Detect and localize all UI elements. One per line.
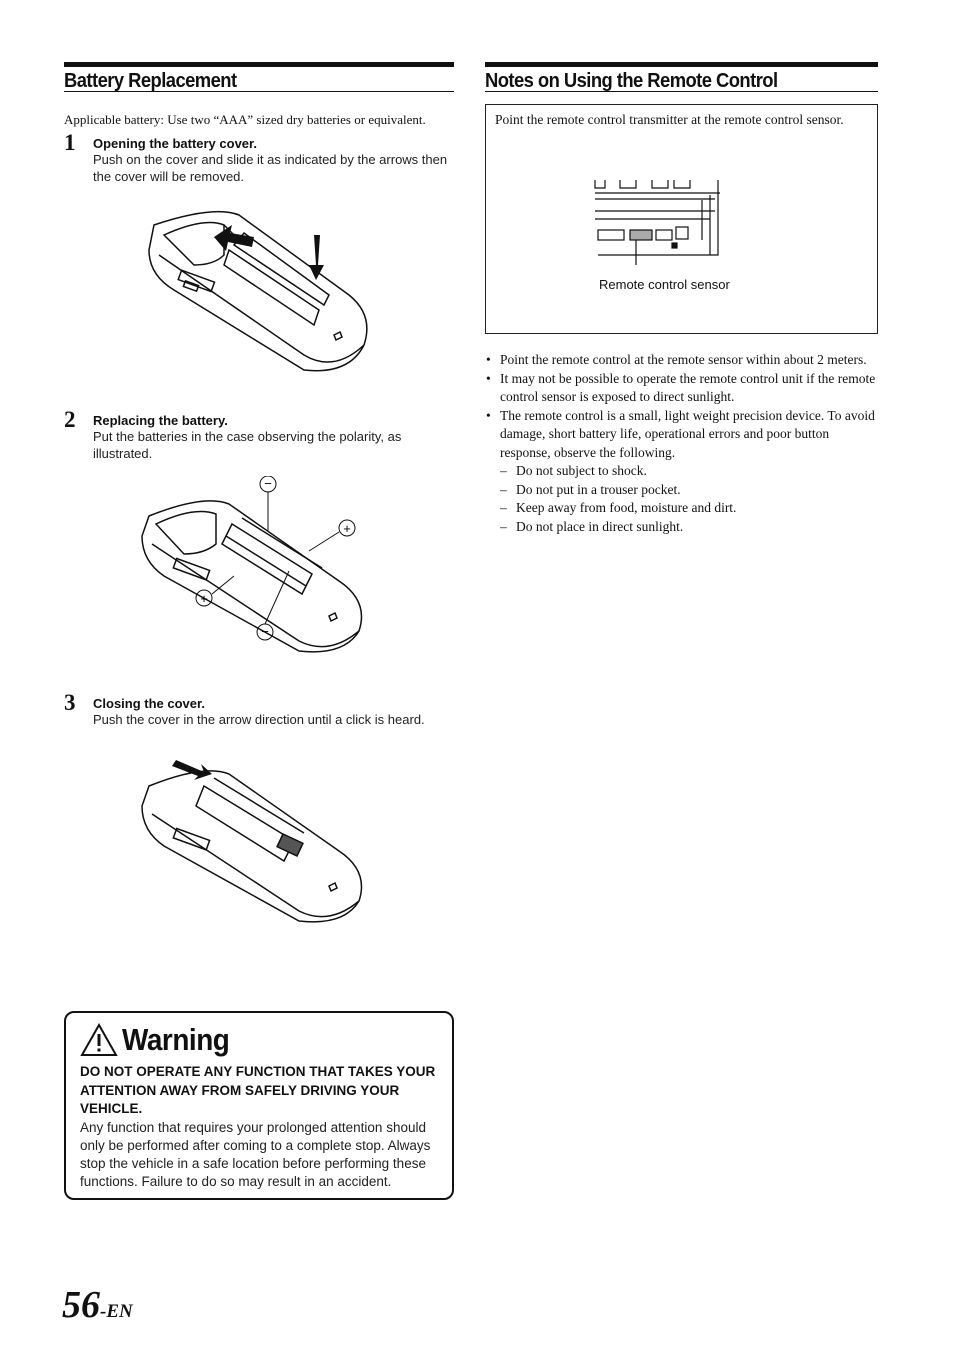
step-title: Replacing the battery.	[93, 413, 228, 428]
section-header	[485, 62, 878, 92]
page-number: 56-EN	[62, 1284, 133, 1326]
step-number: 3	[64, 690, 76, 715]
bullet: •	[486, 352, 491, 367]
remote-notes-section	[485, 62, 878, 536]
section-header	[64, 62, 454, 92]
battery-intro: Applicable battery: Use two “AAA” sized dry batteries or equivalent.	[64, 112, 426, 127]
step-2	[64, 407, 454, 462]
warning-caps-text: DO NOT OPERATE ANY FUNCTION THAT TAKES YOUR ATTENTION AWAY FROM SAFELY DRIVING YOUR VEHICLE.	[80, 1064, 436, 1116]
step-description: Push the cover in the arrow direction until a click is heard.	[93, 712, 425, 727]
section-title: Notes on Using the Remote Control	[485, 70, 778, 92]
list-item: • The remote control is a small, light weight precision device. To avoid damage, short battery life, operational errors and poor button response, observe the following. – Do not subject to shock. – Do not put in a trouser pocket. – Keep away from food, moisture and dirt. – Do not place in direct sunlight.	[485, 407, 878, 537]
step-title: Closing the cover.	[93, 696, 205, 711]
remote-close-cover-illustration	[64, 746, 454, 926]
list-item: – Do not put in a trouser pocket.	[500, 481, 681, 497]
step-description: Push on the cover and slide it as indicated by the arrows then the cover will be removed.	[93, 152, 448, 184]
list-item: • It may not be possible to operate the remote control unit if the remote control sensor is exposed to direct sunlight.	[486, 370, 876, 404]
bullet: •	[486, 370, 491, 386]
list-item: – Do not place in direct sunlight.	[500, 518, 684, 534]
warning-body-text: Any function that requires your prolonged attention should only be performed after coming to a complete stop. Always stop the vehicle in a safe location before performing these functions. Failure to do so may result in an accident.	[80, 1119, 431, 1189]
step-1	[64, 130, 454, 185]
sensor-caption: Remote control sensor	[599, 277, 730, 292]
polarity-minus-bottom: −	[261, 624, 269, 639]
warning-title: Warning	[122, 1022, 230, 1057]
step-description: Put the batteries in the case observing the polarity, as illustrated.	[93, 429, 402, 461]
bullet: •	[486, 407, 491, 423]
warning-triangle-icon	[80, 1023, 118, 1057]
remote-battery-illustration	[64, 476, 454, 676]
head-unit-illustration	[590, 175, 740, 265]
polarity-plus-right: +	[343, 521, 351, 536]
sensor-info-box	[485, 104, 878, 334]
polarity-minus-top: −	[264, 476, 272, 491]
step-title: Opening the battery cover.	[93, 136, 257, 151]
warning-header	[80, 1021, 444, 1059]
battery-replacement-section	[64, 62, 454, 926]
precautions-list	[500, 462, 878, 536]
section-title: Battery Replacement	[64, 70, 237, 92]
step-number: 2	[64, 407, 76, 432]
polarity-plus-left: +	[200, 591, 208, 606]
box-text: Point the remote control transmitter at the remote control sensor.	[495, 112, 844, 127]
list-item: • Point the remote control at the remote sensor within about 2 meters.	[485, 351, 878, 370]
warning-box	[64, 1011, 454, 1200]
list-item: – Do not subject to shock.	[500, 463, 647, 478]
step-3	[64, 690, 454, 728]
notes-list	[485, 351, 878, 536]
list-item: – Keep away from food, moisture and dirt.	[500, 500, 737, 515]
step-number: 1	[64, 130, 76, 155]
remote-open-cover-illustration	[64, 195, 454, 395]
